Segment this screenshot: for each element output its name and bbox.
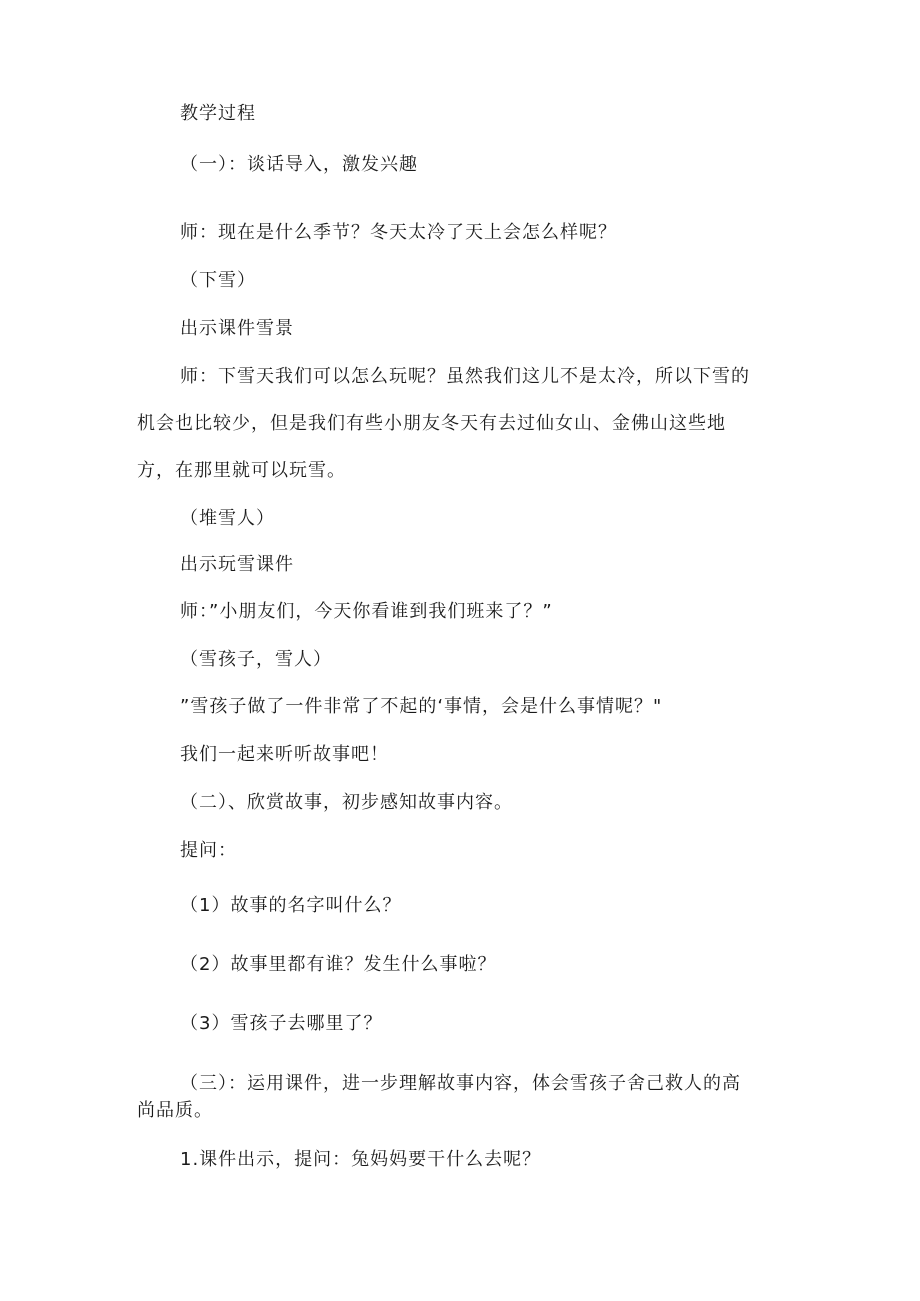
question-item: （1）故事的名字叫什么？ (180, 895, 402, 916)
heading-teaching-process: 教学过程 (180, 103, 256, 124)
paragraph-line: 机会也比较少，但是我们有些小朋友冬天有去过仙女山、金佛山这些地 (137, 413, 726, 434)
paragraph-line: （下雪） (180, 270, 256, 291)
section-3-heading: （三）：运用课件，进一步理解故事内容，体会雪孩子舍己救人的高 (180, 1073, 741, 1094)
paragraph-line: 尚品质。 (137, 1100, 213, 1121)
paragraph-line: 师：现在是什么季节？冬天太冷了天上会怎么样呢？ (180, 222, 617, 243)
paragraph-line: 我们一起来听听故事吧！ (180, 744, 389, 765)
paragraph-line: （雪孩子，雪人） (180, 649, 332, 670)
section-2-heading: （二）、欣赏故事，初步感知故事内容。 (180, 792, 513, 813)
paragraph-line: 1.课件出示，提问：兔妈妈要干什么去呢？ (180, 1149, 542, 1170)
paragraph-line: 出示玩雪课件 (180, 554, 294, 575)
question-item: （3）雪孩子去哪里了？ (180, 1013, 383, 1034)
paragraph-line: 出示课件雪景 (180, 318, 294, 339)
paragraph-line: ”雪孩子做了一件非常了不起的‘事情，会是什么事情呢？" (180, 696, 663, 717)
paragraph-line: 师：”小朋友们，今天你看谁到我们班来了？” (180, 601, 553, 622)
question-item: （2）故事里都有谁？发生什么事啦？ (180, 954, 497, 975)
paragraph-line: 师：下雪天我们可以怎么玩呢？虽然我们这儿不是太冷，所以下雪的 (180, 366, 750, 387)
paragraph-line: 方，在那里就可以玩雪。 (137, 460, 346, 481)
paragraph-line: （堆雪人） (180, 508, 275, 529)
section-1-heading: （一）：谈话导入，激发兴趣 (180, 154, 418, 175)
paragraph-line: 提问： (180, 840, 237, 861)
